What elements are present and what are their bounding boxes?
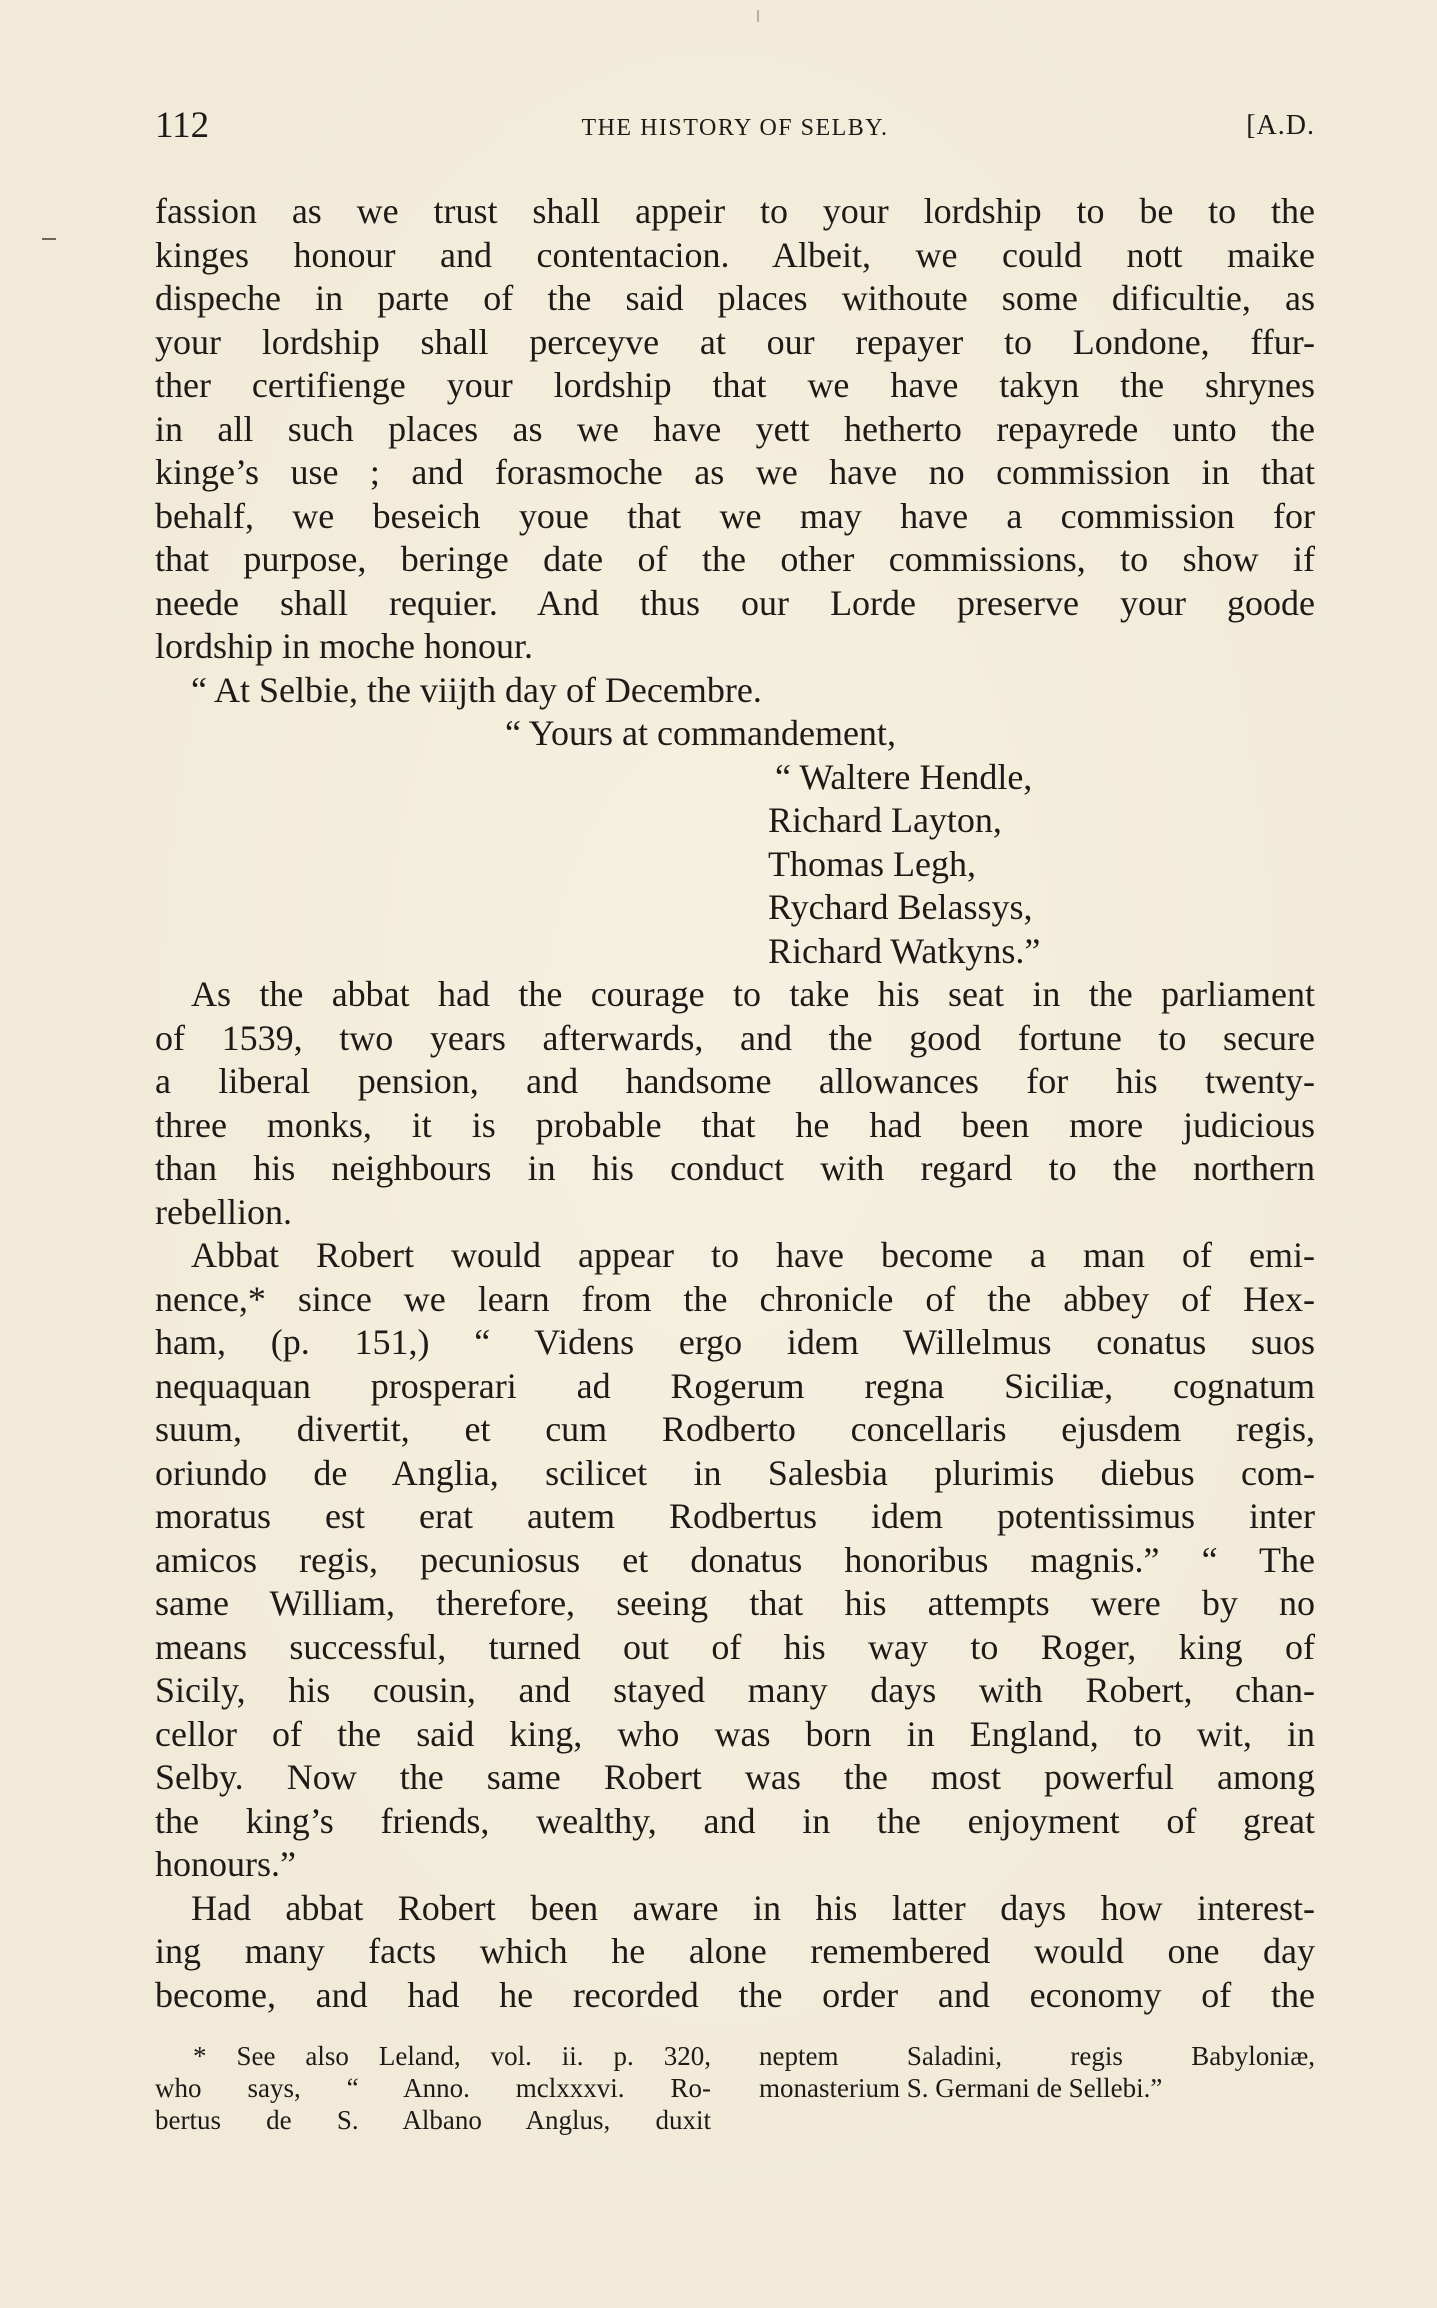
text-line: ther certifienge your lordship that we have takyn the shrynes: [155, 365, 1315, 405]
page-edge-mark: [757, 10, 759, 22]
text-line: of 1539, two years afterwards, and the good fortune to secure: [155, 1017, 1315, 1058]
text-line: nequaquan prosperari ad Rogerum regna Siciliæ, cognatum: [155, 1365, 1315, 1406]
signatory: “ Waltere Hendle,: [775, 756, 1033, 797]
text-line: nence,* since we learn from the chronicle of the abbey of Hex-: [155, 1278, 1315, 1319]
text-line: rebellion.: [155, 1191, 292, 1232]
footnote-line: who says, “ Anno. mclxxxvi. Ro-: [155, 2073, 711, 2103]
body-text: [155, 190, 1315, 2017]
letter-dateline: “ At Selbie, the viijth day of Decembre.: [191, 669, 762, 710]
header-date-bracket: [A.D.: [1246, 110, 1315, 141]
text-line: As the abbat had the courage to take his seat in the parliament: [191, 974, 1315, 1014]
text-line: moratus est erat autem Rodbertus idem potentissimus inter: [155, 1496, 1315, 1536]
text-line: a liberal pension, and handsome allowances for his twenty-: [155, 1061, 1315, 1101]
text-line: oriundo de Anglia, scilicet in Salesbia plurimis diebus com-: [155, 1452, 1315, 1493]
text-line: ham, (p. 151,) “ Videns ergo idem Willelmus conatus suos: [155, 1322, 1315, 1362]
margin-tick-mark: [42, 238, 56, 240]
text-line: suum, divertit, et cum Rodberto concellaris ejusdem regis,: [155, 1409, 1315, 1449]
text-line: your lordship shall perceyve at our repayer to Londone, ffur-: [155, 321, 1315, 362]
text-line: kinge’s use ; and forasmoche as we have no commission in that: [155, 452, 1315, 492]
footnote-line: bertus de S. Albano Anglus, duxit: [155, 2105, 711, 2135]
signatory: Richard Watkyns.”: [768, 930, 1041, 971]
text-line: become, and had he recorded the order and economy of the: [155, 1974, 1315, 2015]
text-line: honours.”: [155, 1844, 296, 1884]
text-line: Abbat Robert would appear to have become a man of emi-: [191, 1235, 1315, 1275]
text-line: ing many facts which he alone remembered would one day: [155, 1931, 1315, 1971]
letter-closing: “ Yours at commandement,: [505, 713, 896, 753]
text-line: kinges honour and contentacion. Albeit, we could nott maike: [155, 234, 1315, 275]
text-line: Selby. Now the same Robert was the most powerful among: [155, 1757, 1315, 1797]
footnote-line: neptem Saladini, regis Babyloniæ,: [759, 2041, 1315, 2071]
signatory: Richard Layton,: [768, 800, 1002, 840]
running-head: THE HISTORY OF SELBY.: [581, 115, 889, 141]
footnote-line: * See also Leland, vol. ii. p. 320,: [193, 2041, 711, 2071]
text-line: dispeche in parte of the said places withoute some dificultie, as: [155, 278, 1315, 318]
text-line: than his neighbours in his conduct with regard to the northern: [155, 1148, 1315, 1188]
text-line: amicos regis, pecuniosus et donatus honoribus magnis.” “ The: [155, 1539, 1315, 1580]
text-line: Sicily, his cousin, and stayed many days with Robert, chan-: [155, 1670, 1315, 1710]
text-line: fassion as we trust shall appeir to your lordship to be to the: [155, 191, 1315, 231]
footnote-left-column: [155, 2040, 711, 2136]
text-line: means successful, turned out of his way to Roger, king of: [155, 1626, 1315, 1667]
text-line: neede shall requier. And thus our Lorde preserve your goode: [155, 582, 1315, 623]
text-line: the king’s friends, wealthy, and in the enjoyment of great: [155, 1800, 1315, 1841]
page-header: [155, 100, 1315, 150]
text-line: cellor of the said king, who was born in England, to wit, in: [155, 1713, 1315, 1754]
signatory: Thomas Legh,: [768, 843, 976, 884]
text-line: three monks, it is probable that he had been more judicious: [155, 1104, 1315, 1145]
footnote: [155, 2040, 1315, 2136]
signatory: Rychard Belassys,: [768, 887, 1033, 927]
text-line: in all such places as we have yett hetherto repayrede unto the: [155, 408, 1315, 449]
text-line: behalf, we beseich youe that we may have a commission for: [155, 495, 1315, 536]
text-line: lordship in moche honour.: [155, 626, 533, 666]
page-number: 112: [155, 105, 210, 146]
text-line: Had abbat Robert been aware in his latter days how interest-: [191, 1887, 1315, 1928]
footnote-line: monasterium S. Germani de Sellebi.”: [759, 2073, 1163, 2103]
text-line: same William, therefore, seeing that his attempts were by no: [155, 1583, 1315, 1623]
text-line: that purpose, beringe date of the other commissions, to show if: [155, 539, 1315, 579]
footnote-right-column: [759, 2040, 1315, 2136]
